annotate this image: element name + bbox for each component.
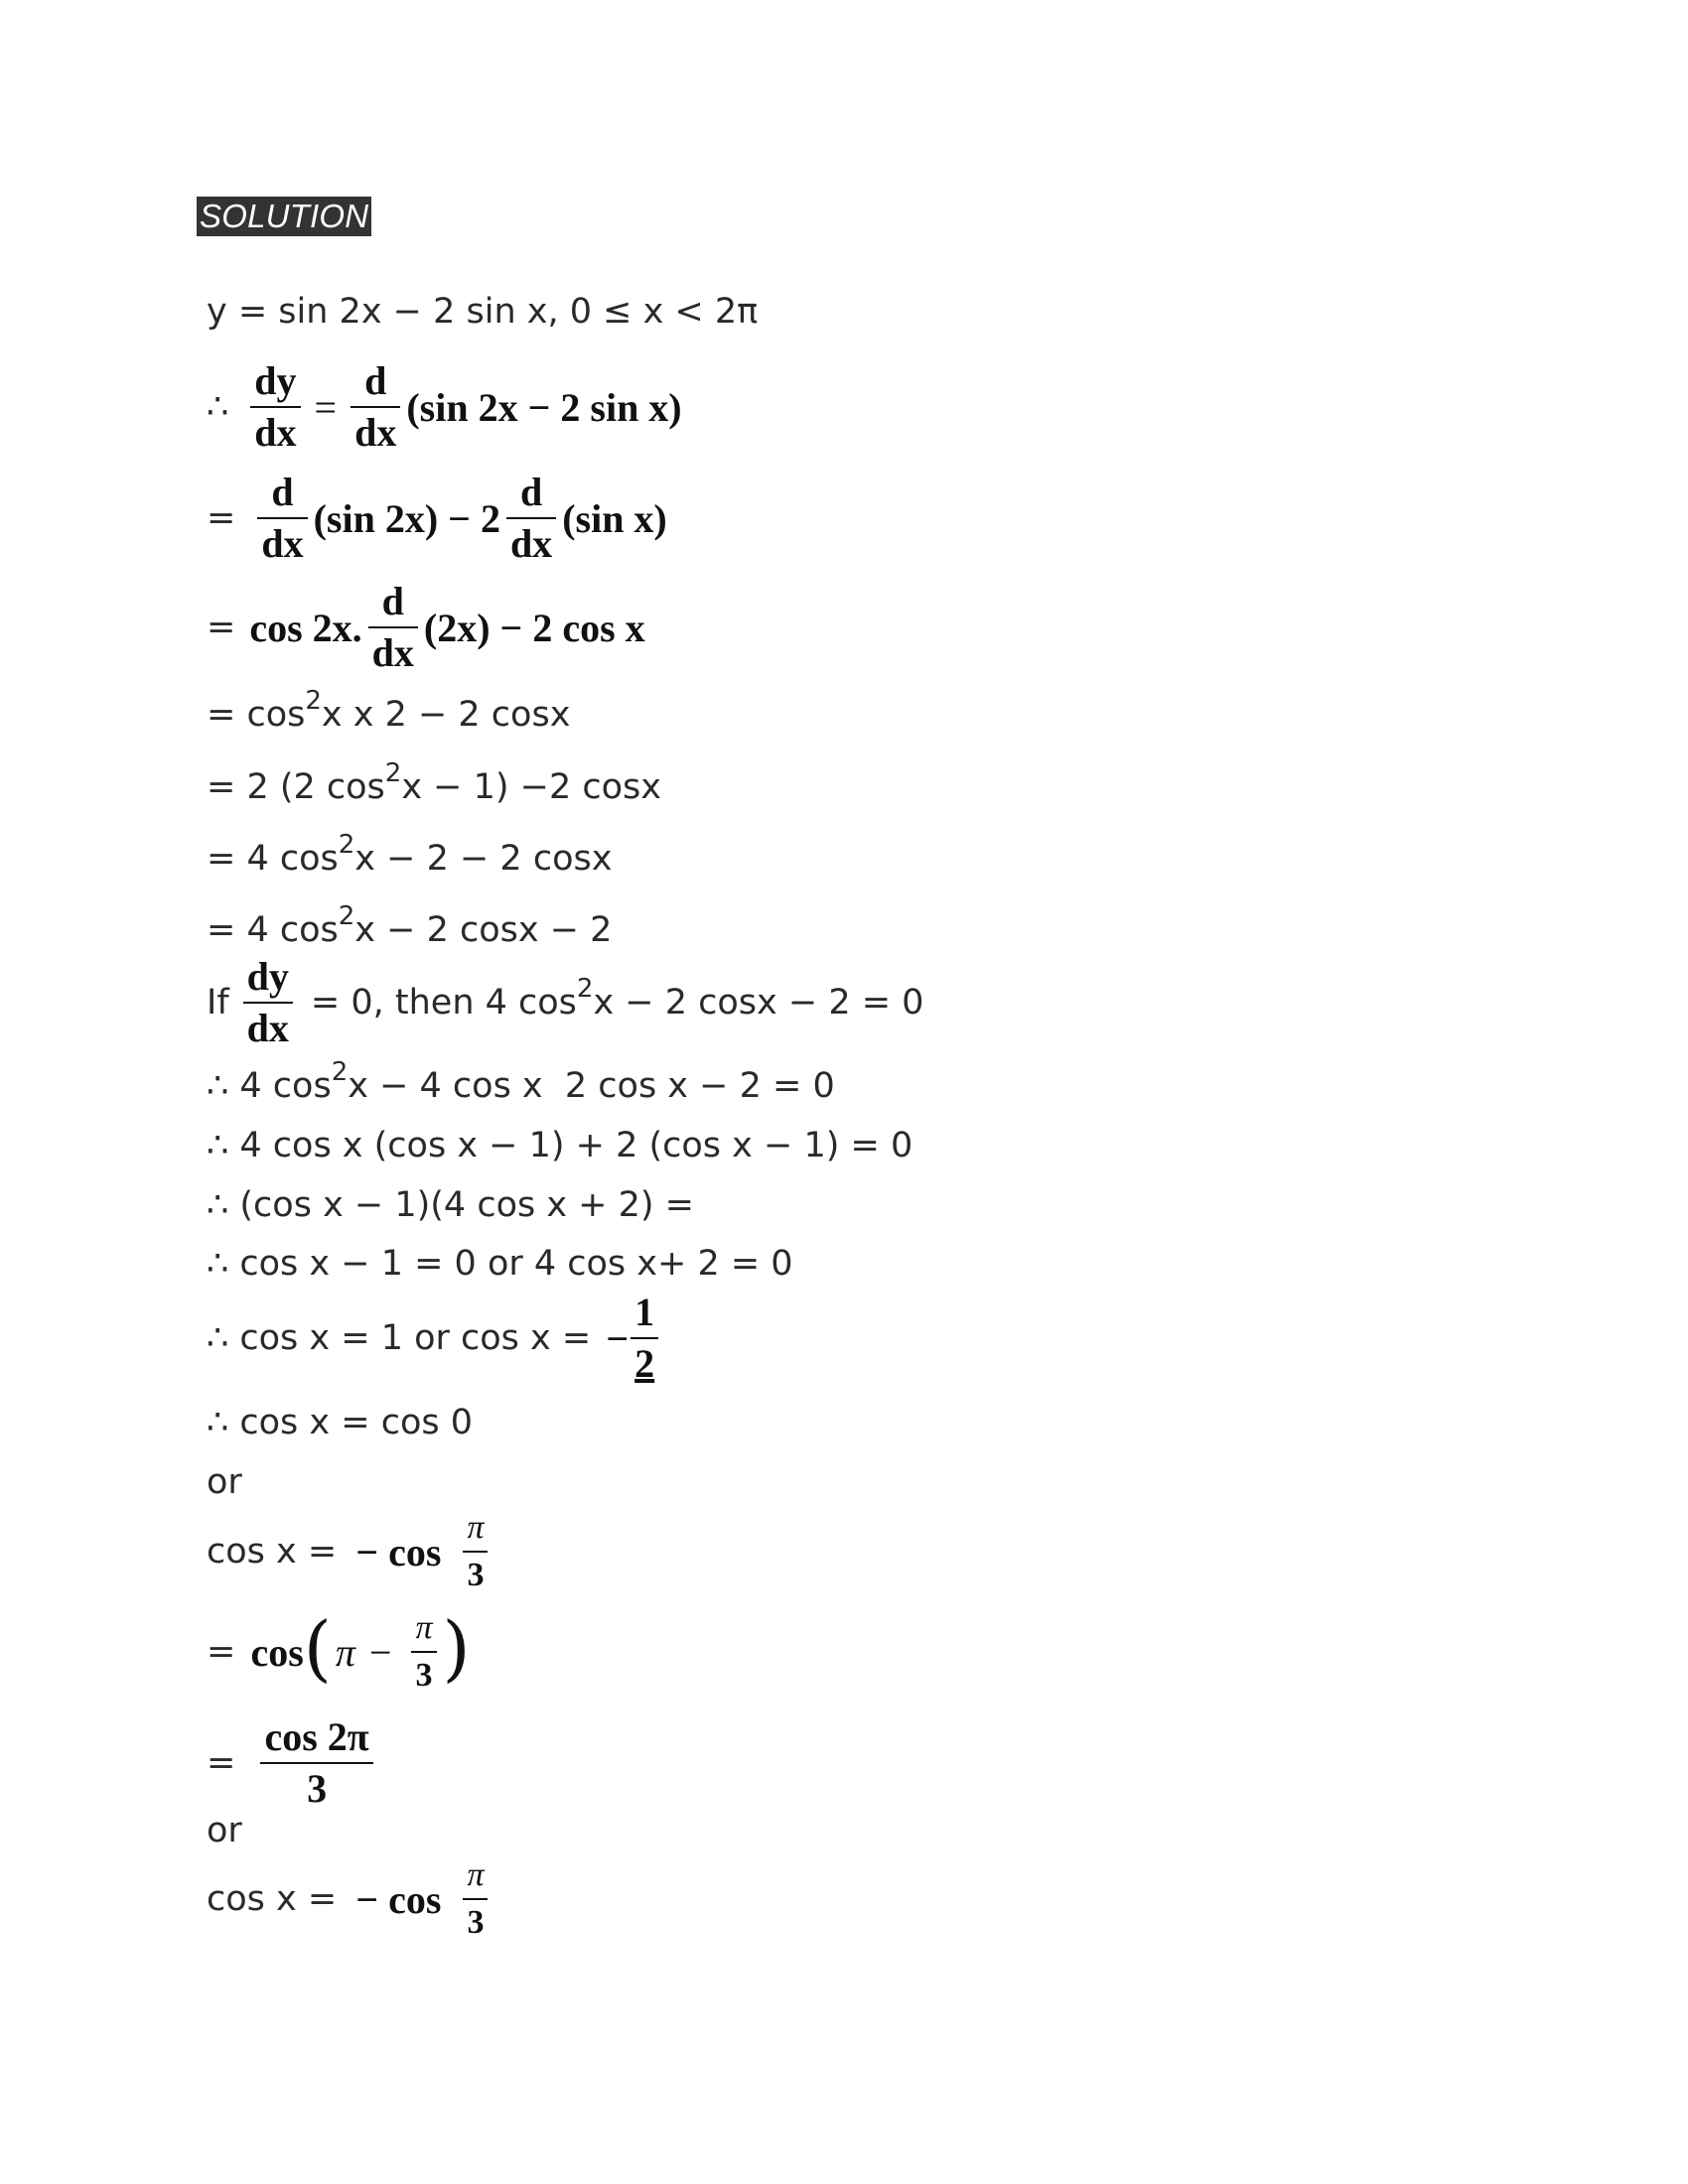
cos-equals-cos-zero: ∴ cos x = cos 0 — [207, 1403, 473, 1442]
text: x x 2 − 2 cosx — [321, 695, 571, 735]
left-paren: ( — [303, 1606, 332, 1690]
expression: − cos — [355, 1529, 442, 1574]
simplify-step-4 — [207, 901, 613, 953]
pi-over-3-fraction — [411, 1605, 436, 1699]
cos-negative-pi-over-3 — [207, 1497, 493, 1606]
numerator: d — [271, 470, 294, 514]
expression: (sin 2x − 2 sin x) — [406, 384, 682, 430]
denominator: dx — [254, 410, 297, 455]
factor-step-2: ∴ 4 cos x (cos x − 1) + 2 (cos x − 1) = 0 — [207, 1126, 914, 1165]
pi-over-3-fraction — [463, 1505, 488, 1598]
solution-label: SOLUTION — [197, 197, 371, 236]
text: = cos — [207, 695, 306, 735]
numerator: cos 2π — [264, 1714, 369, 1759]
superscript: 2 — [384, 758, 402, 788]
therefore-symbol: ∴ — [207, 387, 229, 427]
critical-point-condition — [207, 948, 923, 1057]
expression: (2x) − 2 cos x — [423, 605, 645, 650]
superscript: 2 — [576, 974, 594, 1004]
simplify-step-3 — [207, 830, 613, 882]
superscript: 2 — [331, 1057, 349, 1087]
derivative-step-2 — [207, 464, 667, 573]
expression: cos 2x. — [249, 605, 362, 650]
text: cos x = — [207, 1879, 349, 1919]
cos-2pi-over-3 — [207, 1708, 379, 1818]
superscript: 2 — [338, 830, 355, 860]
denominator: 2 — [634, 1341, 655, 1386]
numerator: d — [381, 579, 404, 623]
d-dx-fraction — [351, 356, 400, 458]
numerator: 1 — [634, 1290, 655, 1334]
d-dx-fraction — [368, 577, 418, 678]
solution-values — [207, 1284, 664, 1393]
numerator: d — [519, 470, 543, 514]
derivative-step-1 — [207, 352, 682, 462]
or-text: or — [207, 1462, 242, 1502]
denominator: 3 — [307, 1766, 328, 1811]
superscript: 2 — [305, 686, 322, 716]
text: ∴ cos x = 1 or cos x = — [207, 1318, 603, 1358]
denominator: 3 — [467, 1904, 485, 1941]
pi-symbol: π — [335, 1629, 355, 1675]
denominator: dx — [509, 521, 553, 566]
equals-sign: = — [207, 498, 236, 538]
text: x − 2 − 2 cosx — [354, 839, 613, 879]
cos-pi-minus-pi-over-3 — [207, 1597, 471, 1706]
equals-sign: = — [314, 384, 338, 430]
given-equation: y = sin 2x − 2 sin x, 0 ≤ x < 2π — [207, 292, 759, 332]
numerator: π — [467, 1509, 485, 1546]
numerator: dy — [254, 358, 297, 403]
minus-sign: − — [606, 1315, 630, 1361]
text: ∴ 4 cos — [207, 1066, 332, 1106]
factor-step-4: ∴ cos x − 1 = 0 or 4 cos x+ 2 = 0 — [207, 1244, 793, 1284]
simplify-step-1 — [207, 686, 571, 738]
derivative-step-3 — [207, 573, 645, 682]
minus-sign: − — [368, 1629, 392, 1675]
equals-sign: = — [207, 608, 236, 647]
text: = — [207, 1632, 247, 1672]
denominator: 3 — [415, 1657, 433, 1694]
numerator: d — [364, 358, 387, 403]
text: = 4 cos — [207, 910, 339, 950]
factor-step-1 — [207, 1057, 835, 1109]
expression: (sin 2x) − 2 — [313, 495, 500, 541]
d-dx-fraction — [506, 468, 556, 569]
factor-step-3: ∴ (cos x − 1)(4 cos x + 2) = — [207, 1185, 695, 1225]
text: x − 4 cos x 2 cos x − 2 = 0 — [348, 1066, 835, 1106]
simplify-step-2 — [207, 758, 662, 810]
text: = 2 (2 cos — [207, 767, 385, 807]
text: = — [207, 1743, 247, 1783]
superscript: 2 — [338, 901, 355, 931]
text: x − 1) −2 cosx — [401, 767, 662, 807]
right-paren: ) — [442, 1606, 471, 1690]
numerator: π — [415, 1609, 433, 1646]
text: x − 2 cosx − 2 — [354, 910, 613, 950]
expression: − cos — [355, 1876, 442, 1922]
cos-negative-pi-over-3-repeat — [207, 1844, 493, 1954]
denominator: dx — [261, 521, 304, 566]
pi-over-3-fraction — [463, 1852, 488, 1946]
dy-dx-fraction — [250, 356, 300, 458]
cos-2pi-over-3-fraction — [260, 1712, 372, 1814]
text: = 4 cos — [207, 839, 339, 879]
cos-text: cos — [250, 1629, 304, 1675]
denominator: dx — [246, 1006, 289, 1050]
one-half-fraction — [631, 1288, 658, 1389]
denominator: dx — [371, 630, 414, 675]
expression: (sin x) — [562, 495, 667, 541]
text: = 0, then 4 cos — [310, 983, 577, 1023]
dy-dx-fraction — [243, 952, 293, 1053]
d-dx-fraction — [257, 468, 307, 569]
denominator: 3 — [467, 1557, 485, 1593]
text: cos x = — [207, 1532, 349, 1571]
numerator: π — [467, 1856, 485, 1893]
numerator: dy — [246, 954, 289, 999]
if-text: If — [207, 983, 229, 1023]
denominator: dx — [354, 410, 397, 455]
text: x − 2 cosx − 2 = 0 — [593, 983, 924, 1023]
or-text: or — [207, 1811, 242, 1850]
